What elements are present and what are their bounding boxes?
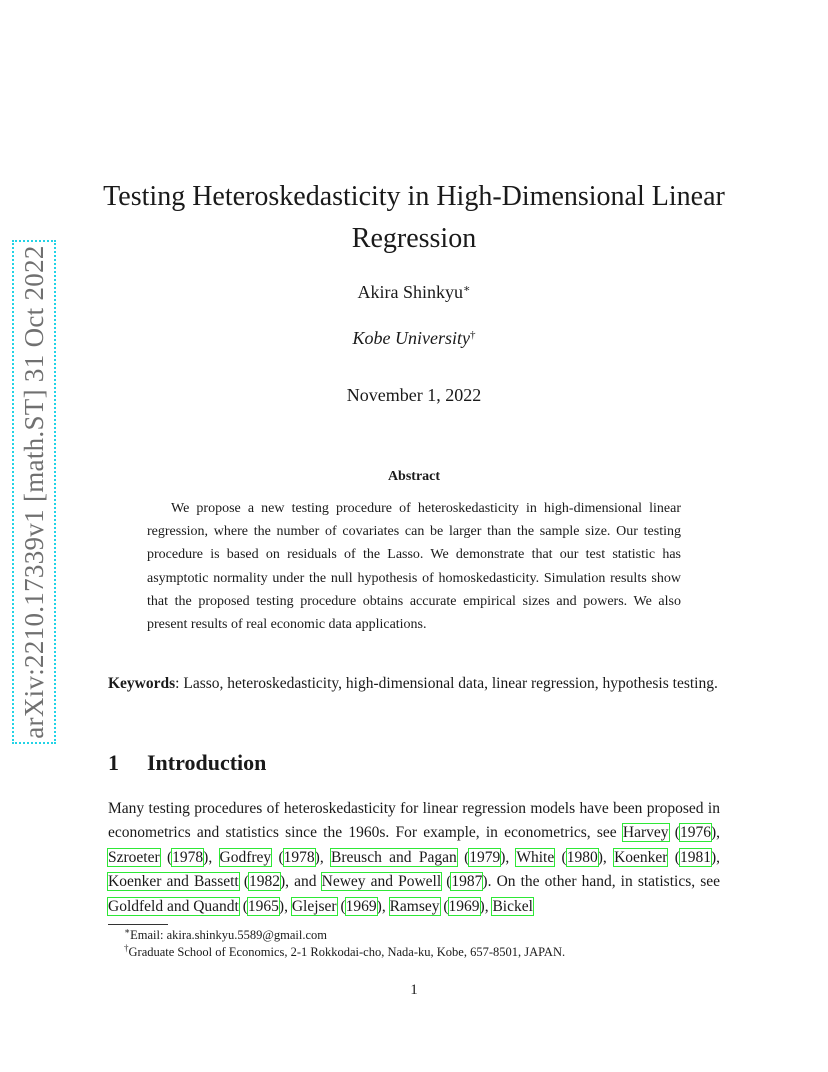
citation-author-link[interactable]: Szroeter [108,848,160,866]
footnote-affiliation [108,944,565,961]
introduction-paragraph: Many testing procedures of heteroskedasticity for linear regression models have been proposed in econometrics and statistics since the 1960s. For example, in econometrics, see Harvey (1976), Szroeter (1978), Godfrey (1978), Breusch and Pagan (1979), White (1980), Koenker (1981), Koenker and Bassett (1982), and Newey and Powell (1987). On the other hand, in statistics, see Goldfeld and Quandt (1965), Glejser (1969), Ramsey (1969), Bickel [108,800,721,915]
citation-author-link[interactable]: Breusch and Pagan [331,848,457,866]
citation-author-link[interactable]: Bickel [492,897,533,915]
author-affiliation [0,328,828,349]
affiliation-name: Kobe University [352,328,470,348]
citation-year-link[interactable]: 1978 [283,848,315,866]
footnote-mark: † [124,943,129,953]
page-number: 1 [410,982,418,998]
intro-mid-text: . On the other hand, in statistics, see [487,873,720,891]
citation-author-link[interactable]: Ramsey [389,897,440,915]
citation-year-link[interactable]: 1965 [247,897,279,915]
section-heading [108,750,266,776]
citation-year-link[interactable]: 1978 [172,848,204,866]
citation-author-link[interactable]: Newey and Powell [321,873,442,891]
intro-conjunction: , and [285,873,317,891]
footnote-mark: ∗ [124,926,131,936]
citation-year-link[interactable]: 1969 [448,897,480,915]
author-line [0,282,828,303]
citation-author-link[interactable]: Glejser [291,897,337,915]
keywords-paragraph [108,672,720,696]
citation-year-link[interactable]: 1981 [679,848,711,866]
citation-year-link[interactable]: 1976 [679,824,711,842]
citation-year-link[interactable]: 1987 [451,873,483,891]
citation-author-link[interactable]: Goldfeld and Quandt [108,897,239,915]
footnote-email [108,927,565,944]
citation-author-link[interactable]: Koenker [614,848,668,866]
author-name: Akira Shinkyu [357,282,463,302]
footnotes [108,927,565,961]
citation-author-link[interactable]: Harvey [622,824,669,842]
citation-year-link[interactable]: 1982 [248,873,280,891]
keywords-label: Keywords [108,675,176,692]
paper-title: Testing Heteroskedasticity in High-Dimensional Linear Regression [103,181,725,254]
intro-lead-text: Many testing procedures of heteroskedasticity for linear regression models have been proposed in econometrics and statistics since the 1960s. For example, in econometrics, see [108,800,720,842]
citation-author-link[interactable]: Koenker and Bassett [108,873,239,891]
citation-author-link[interactable]: Godfrey [219,848,272,866]
footnote-rule [108,924,168,925]
footnote-text: Email: akira.shinkyu.5589@gmail.com [130,928,328,942]
abstract-heading: Abstract [387,469,441,484]
keywords-text: : Lasso, heteroskedasticity, high-dimensional data, linear regression, hypothesis testing. [175,675,718,692]
citation-year-link[interactable]: 1969 [345,897,377,915]
arxiv-identifier-stamp[interactable]: arXiv:2210.17339v1 [math.ST] 31 Oct 2022 [14,242,54,742]
citation-author-link[interactable]: White [516,848,555,866]
affiliation-footnote-mark[interactable]: † [469,329,476,341]
section-title: Introduction [147,750,267,775]
citation-year-link[interactable]: 1980 [566,848,598,866]
footnote-text: Graduate School of Economics, 2-1 Rokkodai-cho, Nada-ku, Kobe, 657-8501, JAPAN. [128,945,566,959]
citation-year-link[interactable]: 1979 [469,848,501,866]
author-footnote-mark[interactable]: ∗ [463,283,471,295]
paper-date: November 1, 2022 [346,385,482,405]
abstract-body: We propose a new testing procedure of heteroskedasticity in high-dimensional linear regression, where the number of covariates can be larger than the sample size. Our testing procedure is based on residuals of the Lasso. We demonstrate that our test statistic has asymptotic normality under the null hypothesis of homoskedasticity. Simulation results show that the proposed testing procedure obtains accurate empirical sizes and powers. We also present results of real economic data applications. [147,501,681,633]
section-number: 1 [108,750,119,775]
